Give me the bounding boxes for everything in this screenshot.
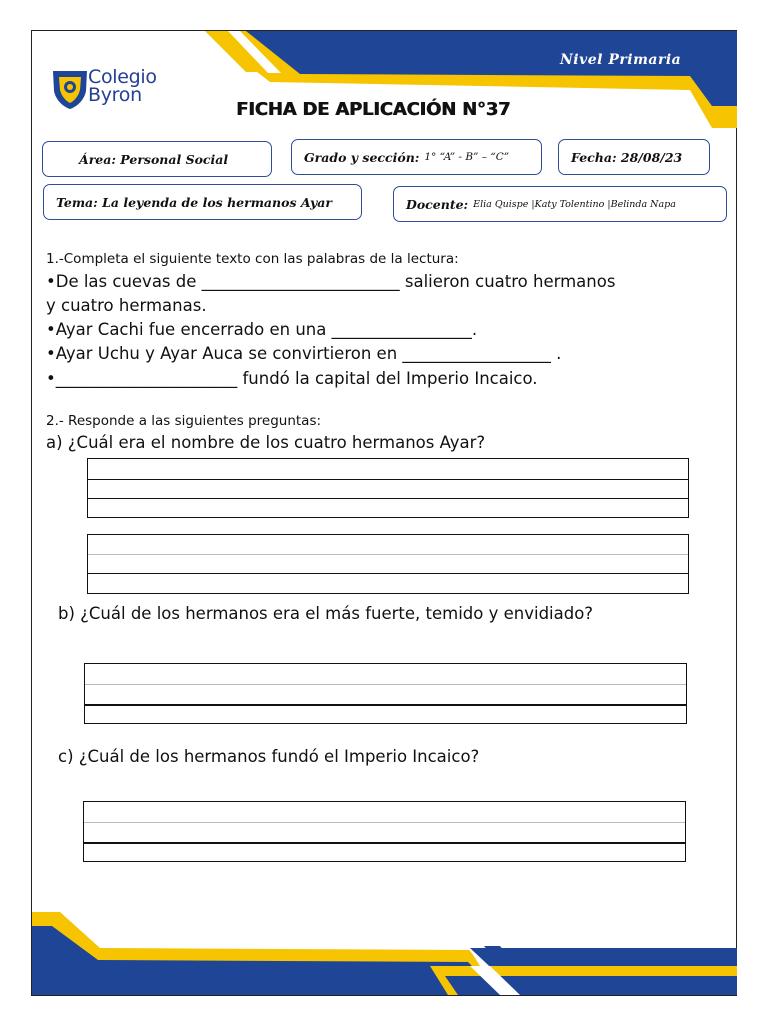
- section2-instruction: 2.- Responde a las siguientes preguntas:: [46, 413, 322, 429]
- school-name-line1: Colegio: [88, 66, 157, 88]
- fill-line-4: •Ayar Uchu y Ayar Auca se convirtieron en __________________ .: [46, 344, 562, 363]
- docente-box: [393, 186, 727, 222]
- page-title: FICHA DE APLICACIÓN N°37: [236, 99, 511, 120]
- school-logo-text: [88, 68, 157, 104]
- docente-value: Elia Quispe |Katy Tolentino |Belinda Napa: [473, 198, 676, 210]
- answer-box-a2[interactable]: [87, 534, 689, 594]
- question-a: a) ¿Cuál era el nombre de los cuatro hermanos Ayar?: [46, 433, 486, 452]
- grado-box: [291, 139, 542, 175]
- tema-text: Tema: La leyenda de los hermanos Ayar: [56, 194, 332, 210]
- fecha-box: [558, 139, 710, 175]
- grado-value: 1° “A” - B” – “C”: [424, 151, 510, 163]
- section1-instruction: 1.-Completa el siguiente texto con las palabras de la lectura:: [46, 251, 459, 267]
- answer-box-b[interactable]: [84, 663, 687, 724]
- docente-label: Docente:: [406, 196, 469, 212]
- fill-line-5: •______________________ fundó la capital del Imperio Incaico.: [46, 369, 538, 388]
- fill-line-1: •De las cuevas de ________________________ salieron cuatro hermanos: [46, 272, 616, 291]
- tema-box: [43, 184, 362, 220]
- fecha-text: Fecha: 28/08/23: [571, 149, 683, 165]
- level-label: Nivel Primaria: [560, 52, 682, 68]
- answer-box-a1[interactable]: [87, 458, 689, 518]
- fill-line-3: •Ayar Cachi fue encerrado en una _________________.: [46, 320, 478, 339]
- school-name-line2: Byron: [88, 84, 142, 106]
- lion-shield-icon: [50, 67, 90, 111]
- question-c: c) ¿Cuál de los hermanos fundó el Imperio Incaico?: [58, 747, 480, 766]
- question-b: b) ¿Cuál de los hermanos era el más fuerte, temido y envidiado?: [58, 604, 594, 623]
- area-box: [42, 141, 272, 177]
- answer-box-c[interactable]: [83, 801, 686, 862]
- area-text: Área: Personal Social: [79, 151, 229, 167]
- fill-line-2: y cuatro hermanas.: [46, 296, 207, 315]
- grado-label: Grado y sección:: [304, 149, 420, 165]
